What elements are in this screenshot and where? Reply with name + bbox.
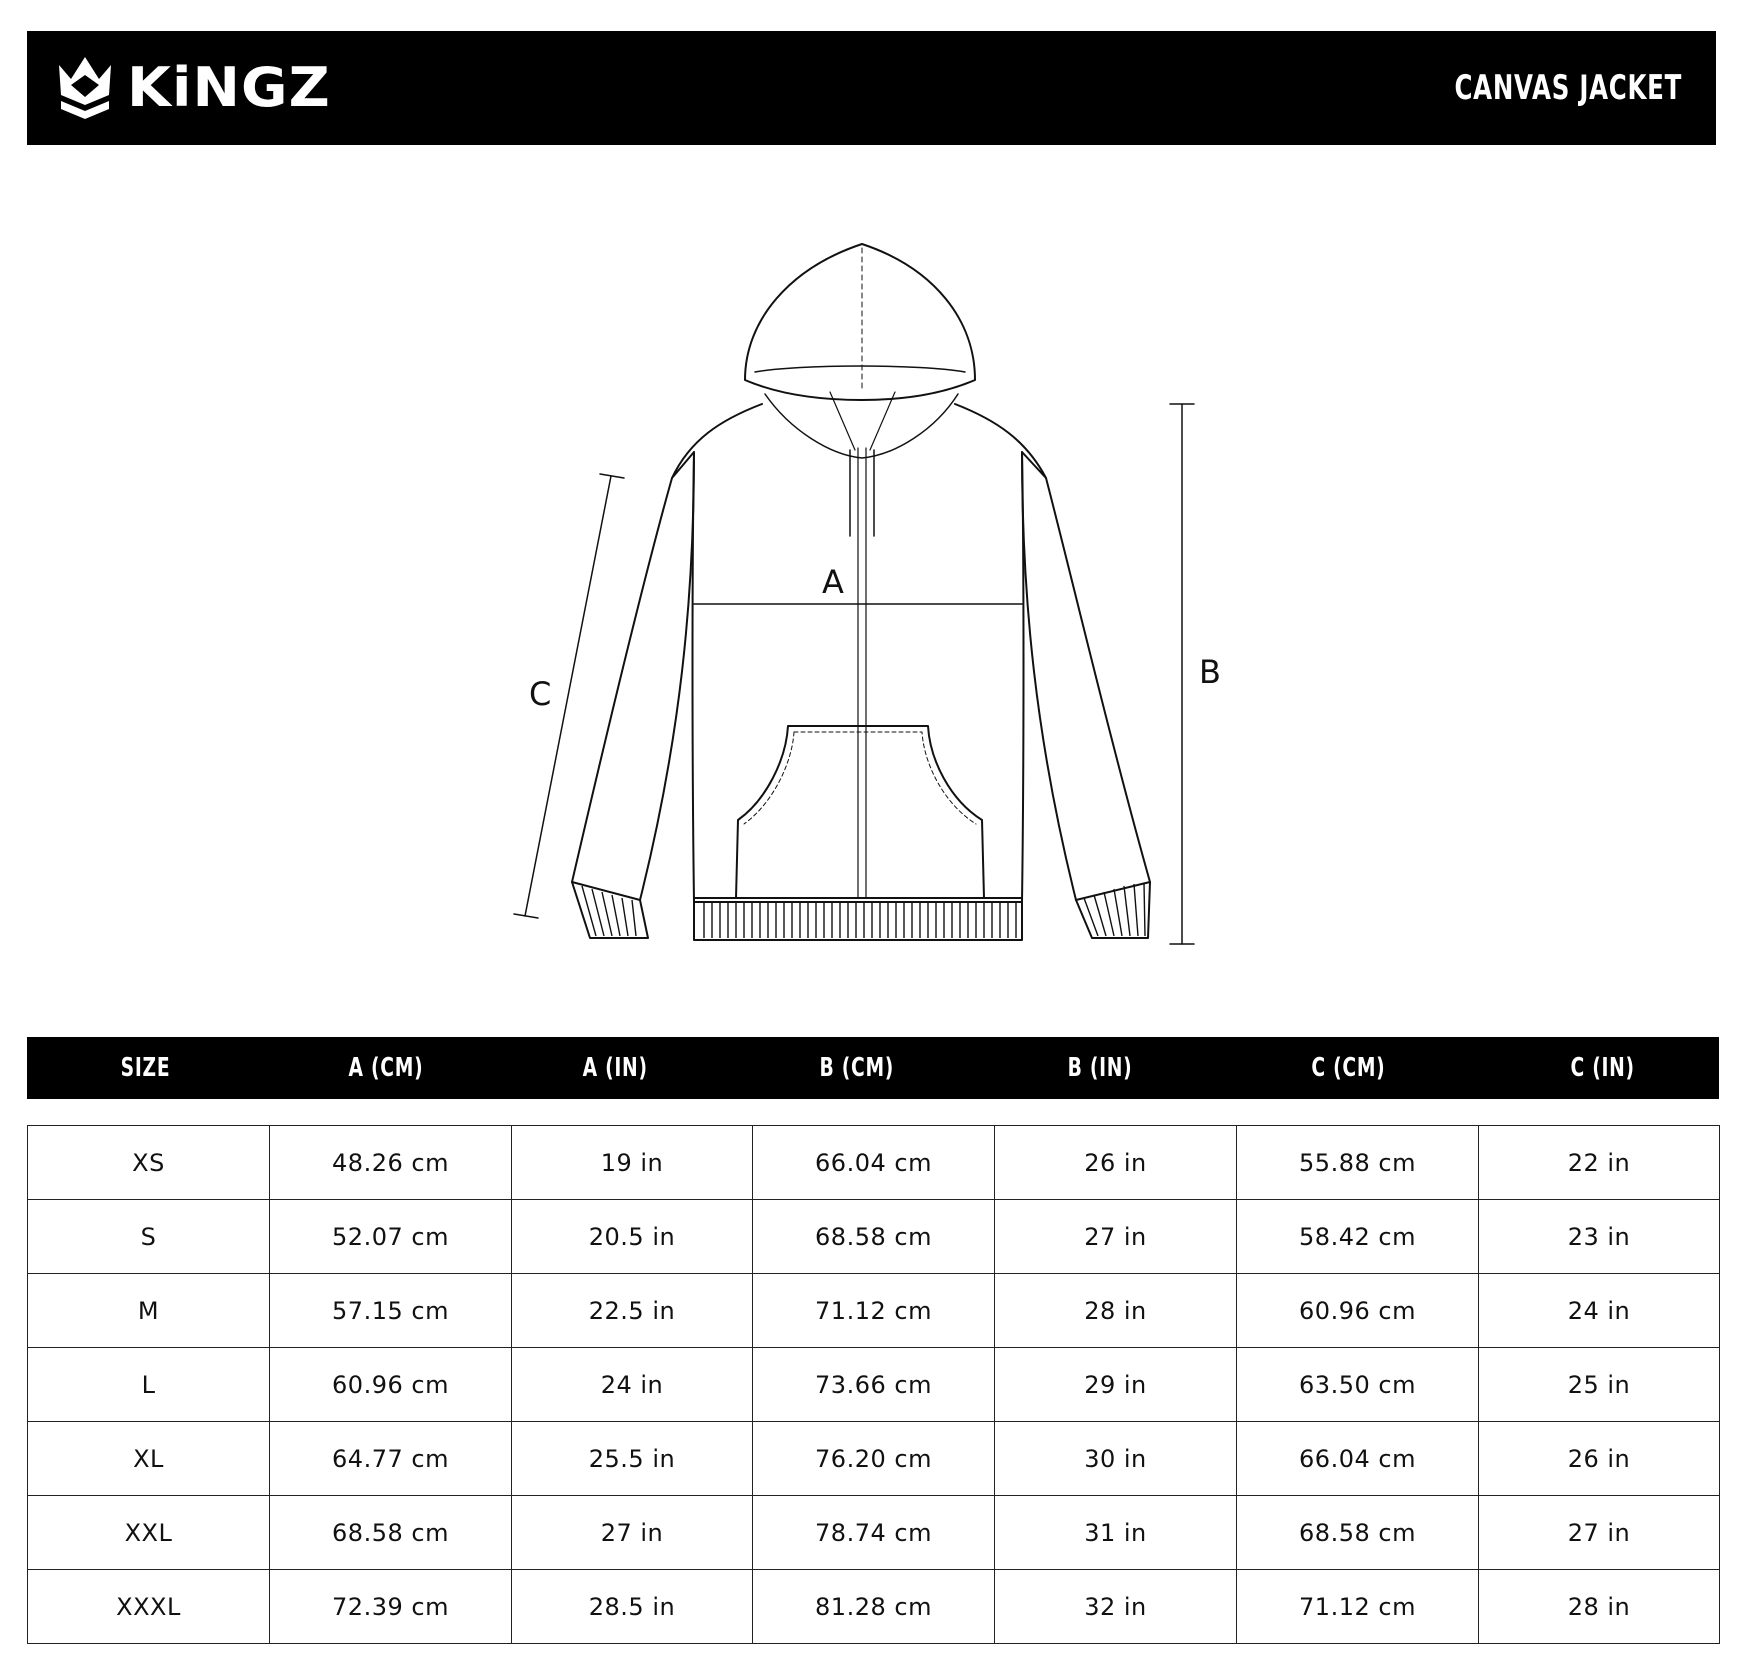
kangaroo-pocket: [736, 726, 984, 898]
left-sleeve-inner: [640, 452, 694, 900]
cell-a-cm: 72.39 cm: [270, 1570, 512, 1644]
cell-a-cm: 57.15 cm: [270, 1274, 512, 1348]
cell-b-cm: 81.28 cm: [753, 1570, 995, 1644]
hood-lining: [765, 394, 958, 458]
cell-a-cm: 68.58 cm: [270, 1496, 512, 1570]
right-sleeve-inner: [1022, 452, 1076, 900]
size-table: [27, 1125, 1720, 1644]
cell-size: L: [28, 1348, 270, 1422]
size-table-body: [28, 1126, 1720, 1644]
cell-b-in: 32 in: [995, 1570, 1237, 1644]
cell-a-in: 28.5 in: [512, 1570, 753, 1644]
cell-b-cm: 71.12 cm: [753, 1274, 995, 1348]
cell-c-cm: 58.42 cm: [1237, 1200, 1479, 1274]
cell-c-cm: 71.12 cm: [1237, 1570, 1479, 1644]
cell-c-in: 24 in: [1479, 1274, 1720, 1348]
table-header-row: [27, 1037, 1719, 1099]
cell-c-cm: 60.96 cm: [1237, 1274, 1479, 1348]
cell-a-cm: 64.77 cm: [270, 1422, 512, 1496]
cell-size: M: [28, 1274, 270, 1348]
pocket-stitch: [744, 732, 976, 824]
ribbing: [582, 883, 1145, 938]
cell-b-cm: 68.58 cm: [753, 1200, 995, 1274]
cell-b-in: 26 in: [995, 1126, 1237, 1200]
cell-size: XS: [28, 1126, 270, 1200]
cell-b-in: 28 in: [995, 1274, 1237, 1348]
column-header-a-in: A (IN): [582, 1053, 649, 1083]
table-row: [28, 1200, 1720, 1274]
cell-b-cm: 76.20 cm: [753, 1422, 995, 1496]
column-header-b-in: B (IN): [1068, 1053, 1133, 1083]
cell-b-cm: 66.04 cm: [753, 1126, 995, 1200]
cell-b-cm: 73.66 cm: [753, 1348, 995, 1422]
cell-a-in: 24 in: [512, 1348, 753, 1422]
left-cuff: [572, 882, 648, 938]
right-cuff: [1076, 882, 1150, 938]
column-header-a-cm: A (CM): [348, 1053, 423, 1083]
cell-size: XXL: [28, 1496, 270, 1570]
hem-band: [694, 898, 1022, 940]
cell-size: XL: [28, 1422, 270, 1496]
cell-c-cm: 66.04 cm: [1237, 1422, 1479, 1496]
table-row: [28, 1126, 1720, 1200]
cell-size: S: [28, 1200, 270, 1274]
cell-c-cm: 55.88 cm: [1237, 1126, 1479, 1200]
cell-c-in: 27 in: [1479, 1496, 1720, 1570]
column-header-c-in: C (IN): [1570, 1053, 1635, 1083]
zipper-line: [858, 448, 866, 898]
column-header-c-cm: C (CM): [1311, 1053, 1386, 1083]
product-title: CANVAS JACKET: [1454, 68, 1682, 108]
cell-b-cm: 78.74 cm: [753, 1496, 995, 1570]
cell-b-in: 31 in: [995, 1496, 1237, 1570]
cell-c-in: 25 in: [1479, 1348, 1720, 1422]
cell-c-in: 23 in: [1479, 1200, 1720, 1274]
cell-c-cm: 68.58 cm: [1237, 1496, 1479, 1570]
table-row: [28, 1348, 1720, 1422]
hood-lining-inner: [830, 392, 895, 450]
table-row: [28, 1496, 1720, 1570]
column-header-b-cm: B (CM): [819, 1053, 895, 1083]
cell-c-in: 28 in: [1479, 1570, 1720, 1644]
measure-label-c: C: [529, 675, 552, 713]
cell-b-in: 27 in: [995, 1200, 1237, 1274]
measure-label-a: A: [822, 563, 844, 601]
brand-name: KiNGZ: [127, 56, 331, 119]
cell-size: XXXL: [28, 1570, 270, 1644]
cell-a-in: 25.5 in: [512, 1422, 753, 1496]
cell-c-cm: 63.50 cm: [1237, 1348, 1479, 1422]
column-header-size: SIZE: [120, 1053, 171, 1083]
cell-a-in: 19 in: [512, 1126, 753, 1200]
cell-a-cm: 52.07 cm: [270, 1200, 512, 1274]
cell-b-in: 30 in: [995, 1422, 1237, 1496]
cell-b-in: 29 in: [995, 1348, 1237, 1422]
right-shoulder: [1046, 478, 1150, 882]
table-row: [28, 1274, 1720, 1348]
left-shoulder: [572, 478, 672, 882]
body-outline: [672, 404, 1046, 902]
crown-icon: [57, 55, 113, 121]
cell-a-in: 27 in: [512, 1496, 753, 1570]
cell-a-cm: 60.96 cm: [270, 1348, 512, 1422]
header-bar: [27, 31, 1716, 145]
brand-logo: [57, 51, 331, 125]
table-row: [28, 1570, 1720, 1644]
cell-c-in: 22 in: [1479, 1126, 1720, 1200]
measure-label-b: B: [1199, 653, 1221, 691]
table-row: [28, 1422, 1720, 1496]
cell-c-in: 26 in: [1479, 1422, 1720, 1496]
hood-outline: [745, 244, 975, 400]
hood-inner: [755, 366, 965, 372]
cell-a-in: 22.5 in: [512, 1274, 753, 1348]
cell-a-in: 20.5 in: [512, 1200, 753, 1274]
cell-a-cm: 48.26 cm: [270, 1126, 512, 1200]
